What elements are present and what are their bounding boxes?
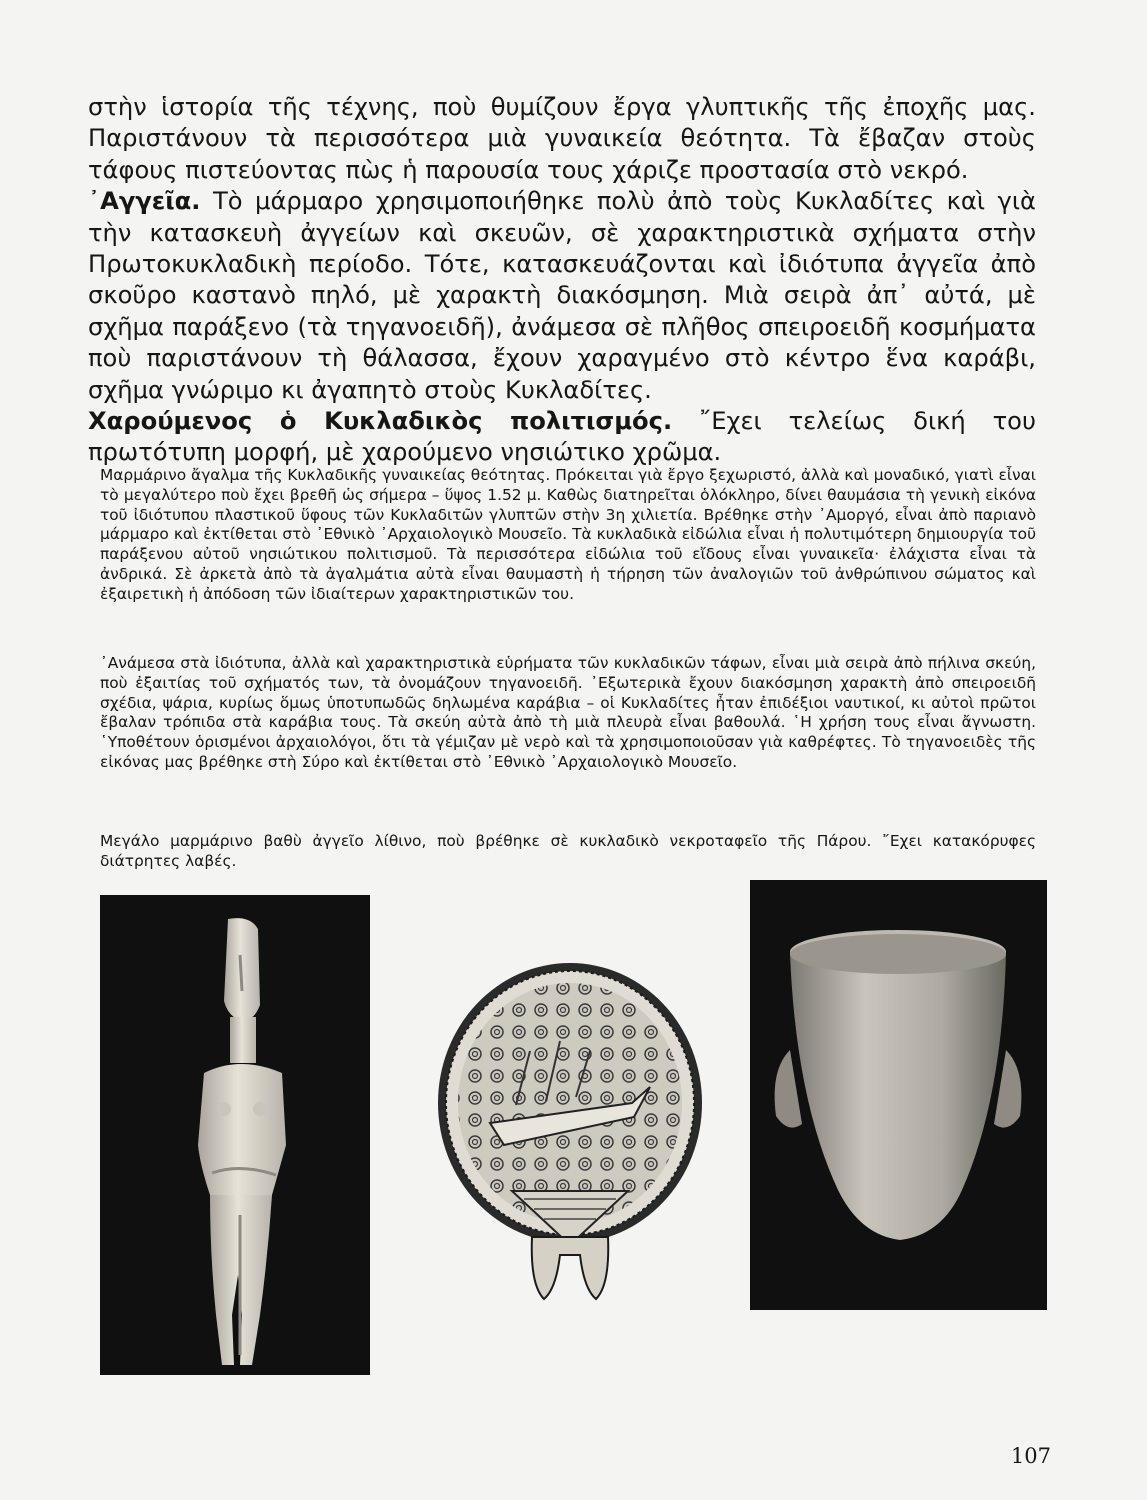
main-text [88, 92, 1036, 469]
frying-pan-illustration [420, 955, 720, 1305]
heading-vessels: ᾿Αγγεῖα. [88, 187, 201, 216]
figurine-illustration [100, 895, 370, 1375]
page-number: 107 [1010, 1444, 1051, 1468]
paragraph-joyful-text: ῎Εχει τελείως δική του πρωτότυπη μορφή, μὲ χαρούμενο νησιώτικο χρῶμα. [88, 407, 1036, 467]
caption-figurine: Μαρμάρινο ἄγαλμα τῆς Κυκλαδικῆς γυναικείας θεότητας. Πρόκειται γιὰ ἔργο ξεχωριστό, ἀλλὰ καὶ μοναδικό, γιατὶ εἶναι τὸ μεγαλύτερο ποὺ ἔχει βρεθῆ ὡς σήμερα – ὕψος 1.52 μ. Καθὼς διατηρεῖται ὁλόκληρο, δίνει θαυμάσια τὴ γενικὴ εἰκόνα τοῦ ἰδιότυπου πλαστικοῦ ὕφους τῶν Κυκλαδιτῶν γλυπτῶν στὴν 3η χιλιετία. Βρέθηκε στὴν ᾿Αμοργό, εἶναι ἀπὸ παριανὸ μάρμαρο καὶ ἐκτίθεται στὸ ᾿Εθνικὸ ᾿Αρχαιολογικὸ Μουσεῖο. Τὰ κυκλαδικὰ εἰδώλια εἶναι ἡ πολυτιμότερη δημιουργία τοῦ παράξενου αὐτοῦ νησιώτικου πολιτισμοῦ. Τὰ περισσότερα εἰδώλια τοῦ εἴδους εἶναι γυναικεῖα· ἐλάχιστα εἶναι τὰ ἀνδρικά. Σὲ ἀρκετὰ ἀπὸ τὰ ἀγαλμάτια αὐτὰ εἶναι θαυμαστὴ ἡ τήρηση τῶν ἀναλογιῶν τοῦ ἀνθρώπινου σώματος καὶ ἐξαιρετικὴ ἡ ἀπόδοση τῶν ἰδιαίτερων χαρακτηριστικῶν του. [100, 466, 1036, 603]
paragraph-vessels [88, 186, 1036, 406]
marble-vessel-photo [750, 880, 1047, 1310]
heading-joyful-civilization: Χαρούμενος ὁ Κυκλαδικὸς πολιτισμός. [88, 407, 673, 436]
marble-vessel-illustration [750, 880, 1047, 1310]
paragraph-vessels-text: Τὸ μάρμαρο χρησιμοποιήθηκε πολὺ ἀπὸ τοὺς Κυκλαδίτες καὶ γιὰ τὴν κατασκευὴ ἀγγείων καὶ σκευῶν, σὲ χαρακτηριστικὰ σχήματα στὴν Πρωτοκυκλαδικὴ περίοδο. Τότε, κατασκευάζονται καὶ ἰδιότυπα ἀγγεῖα ἀπὸ σκοῦρο καστανὸ πηλό, μὲ χαρακτὴ διακόσμηση. Μιὰ σειρὰ ἀπ᾿ αὐτά, μὲ σχῆμα παράξενο (τὰ τηγανοειδῆ), ἀνάμεσα σὲ πλῆθος σπειροειδῆ κοσμήματα ποὺ παριστάνουν τὴ θάλασσα, ἔχουν χαραγμένο στὸ κέντρο ἕνα καράβι, σχῆμα γνώριμο κι ἀγαπητὸ στοὺς Κυκλαδίτες. [88, 187, 1036, 404]
paragraph-figurines: στὴν ἱστορία τῆς τέχνης, ποὺ θυμίζουν ἔργα γλυπτικῆς τῆς ἐποχῆς μας. Παριστάνουν τὰ περισσότερα μιὰ γυναικεία θεότητα. Τὰ ἔβαζαν στοὺς τάφους πιστεύοντας πὼς ἡ παρουσία τους χάριζε προστασία στὸ νεκρό. [88, 93, 1036, 184]
frying-pan-photo [420, 955, 720, 1305]
figurine-photo [100, 895, 370, 1375]
caption-frying-pan: ᾿Ανάμεσα στὰ ἰδιότυπα, ἀλλὰ καὶ χαρακτηριστικὰ εὑρήματα τῶν κυκλαδικῶν τάφων, εἶναι μιὰ σειρὰ ἀπὸ πήλινα σκεύη, ποὺ ἐξαιτίας τοῦ σχήματός των, τὰ ὀνομάζουν τηγανοειδῆ. ᾿Εξωτερικὰ ἔχουν διακόσμηση χαρακτὴ ἀπὸ σπειροειδῆ σχέδια, ψάρια, κυρίως ὅμως ὑποτυπωδῶς δηλωμένα καράβια – οἱ Κυκλαδίτες ἦταν ἐπιδέξιοι ναυτικοί, κι αὐτοὶ πρῶτοι ἔβαλαν τρόπιδα στὰ καράβια τους. Τὰ σκεύη αὐτὰ ἀπὸ τὴ μιὰ πλευρὰ εἶναι βαθουλά. ῾Η χρήση τους εἶναι ἄγνωστη. ῾Υποθέτουν ὁρισμένοι ἀρχαιολόγοι, ὅτι τὰ γέμιζαν μὲ νερὸ καὶ τὰ χρησιμοποιοῦσαν γιὰ καθρέφτες. Τὸ τηγανοειδὲς τῆς εἰκόνας μας βρέθηκε στὴ Σύρο καὶ ἐκτίθεται στὸ ᾿Εθνικὸ ᾿Αρχαιολογικὸ Μουσεῖο. [100, 654, 1036, 771]
paragraph-joyful-civilization [88, 406, 1036, 469]
caption-vessel: Μεγάλο μαρμάρινο βαθὺ ἀγγεῖο λίθινο, ποὺ βρέθηκε σὲ κυκλαδικὸ νεκροταφεῖο τῆς Πάρου. ῎Εχει κατακόρυφες διάτρητες λαβές. [100, 832, 1036, 870]
